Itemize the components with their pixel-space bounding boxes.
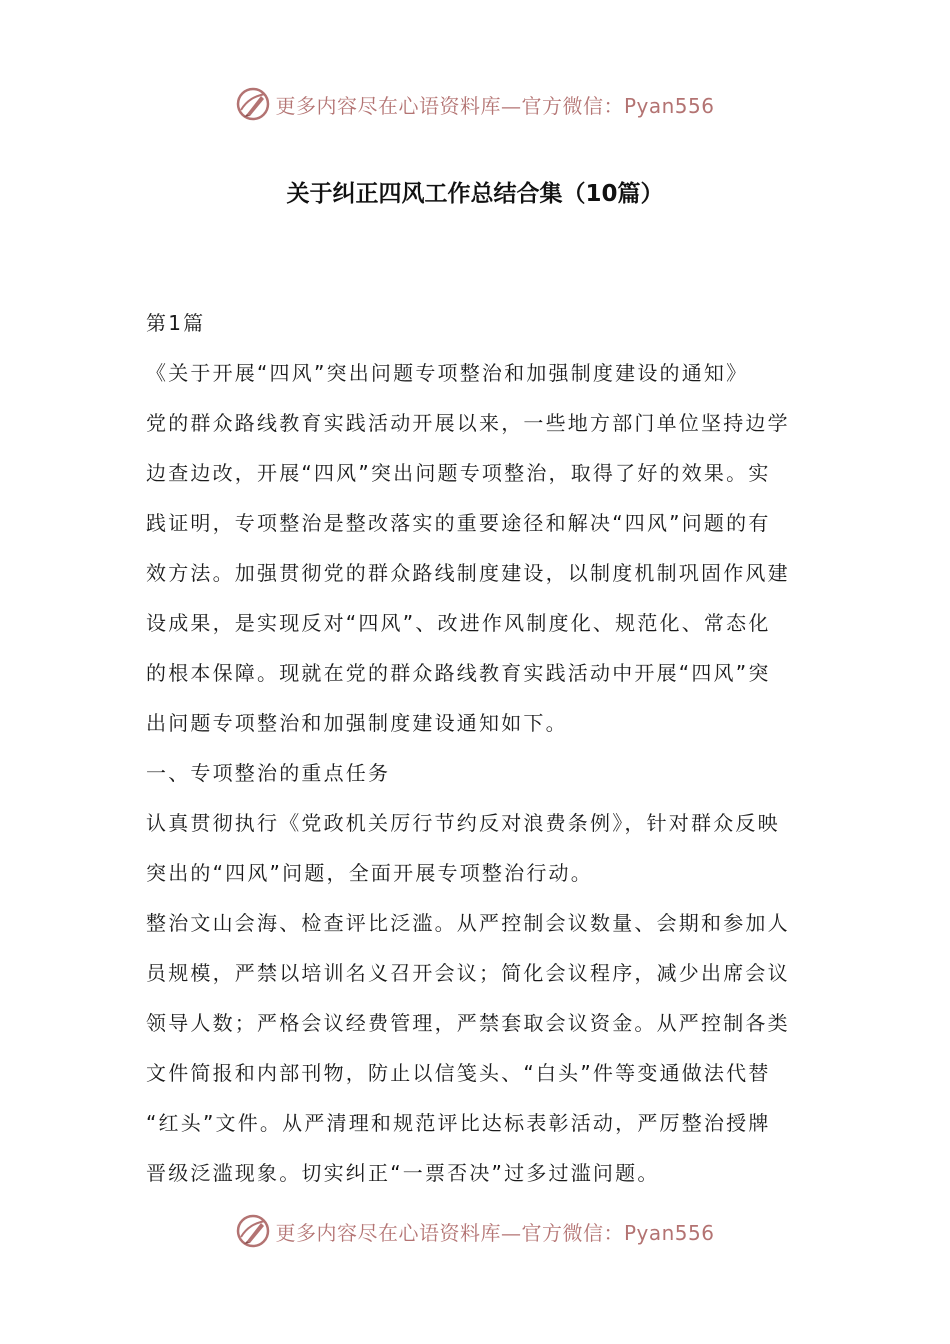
paragraph-line: 员规模，严禁以培训名义召开会议；简化会议程序，减少出席会议 (146, 961, 790, 985)
pen-logo-icon (235, 1213, 271, 1249)
paragraph-line: 践证明，专项整治是整改落实的重要途径和解决“四风”问题的有 (146, 511, 771, 535)
document-body (146, 298, 808, 1198)
header-watermark (0, 84, 950, 124)
watermark-text: 更多内容尽在心语资料库—官方微信：Pyan556 (275, 1220, 715, 1245)
paragraph-line: 边查边改，开展“四风”突出问题专项整治，取得了好的效果。实 (146, 461, 771, 485)
paragraph-line: 设成果，是实现反对“四风”、改进作风制度化、规范化、常态化 (146, 611, 771, 635)
paragraph-line: 整治文山会海、检查评比泛滥。从严控制会议数量、会期和参加人 (146, 911, 790, 935)
paragraph-line: 领导人数；严格会议经费管理，严禁套取会议资金。从严控制各类 (146, 1011, 790, 1035)
footer-watermark (0, 1211, 950, 1251)
paragraph-line: 晋级泛滥现象。切实纠正“一票否决”过多过滥问题。 (146, 1161, 660, 1185)
section-number: 第1篇 (146, 311, 206, 335)
paragraph-line: 效方法。加强贯彻党的群众路线制度建设，以制度机制巩固作风建 (146, 561, 790, 585)
paragraph-line: 文件简报和内部刊物，防止以信笺头、“白头”件等变通做法代替 (146, 1061, 771, 1085)
paragraph-line: 突出的“四风”问题，全面开展专项整治行动。 (146, 861, 593, 885)
paragraph-line: 认真贯彻执行《党政机关厉行节约反对浪费条例》，针对群众反映 (146, 811, 780, 835)
paragraph-line: “红头”文件。从严清理和规范评比达标表彰活动，严厉整治授牌 (146, 1111, 771, 1135)
section-heading: 一、专项整治的重点任务 (146, 761, 391, 785)
paragraph-line: 党的群众路线教育实践活动开展以来，一些地方部门单位坚持边学 (146, 411, 790, 435)
watermark-text: 更多内容尽在心语资料库—官方微信：Pyan556 (275, 93, 715, 118)
paragraph-line: 的根本保障。现就在党的群众路线教育实践活动中开展“四风”突 (146, 661, 771, 685)
paragraph-line: 出问题专项整治和加强制度建设通知如下。 (146, 711, 568, 735)
pen-logo-icon (235, 86, 271, 122)
notice-title: 《关于开展“四风”突出问题专项整治和加强制度建设的通知》 (146, 361, 749, 385)
document-title: 关于纠正四风工作总结合集（10篇） (286, 181, 664, 207)
